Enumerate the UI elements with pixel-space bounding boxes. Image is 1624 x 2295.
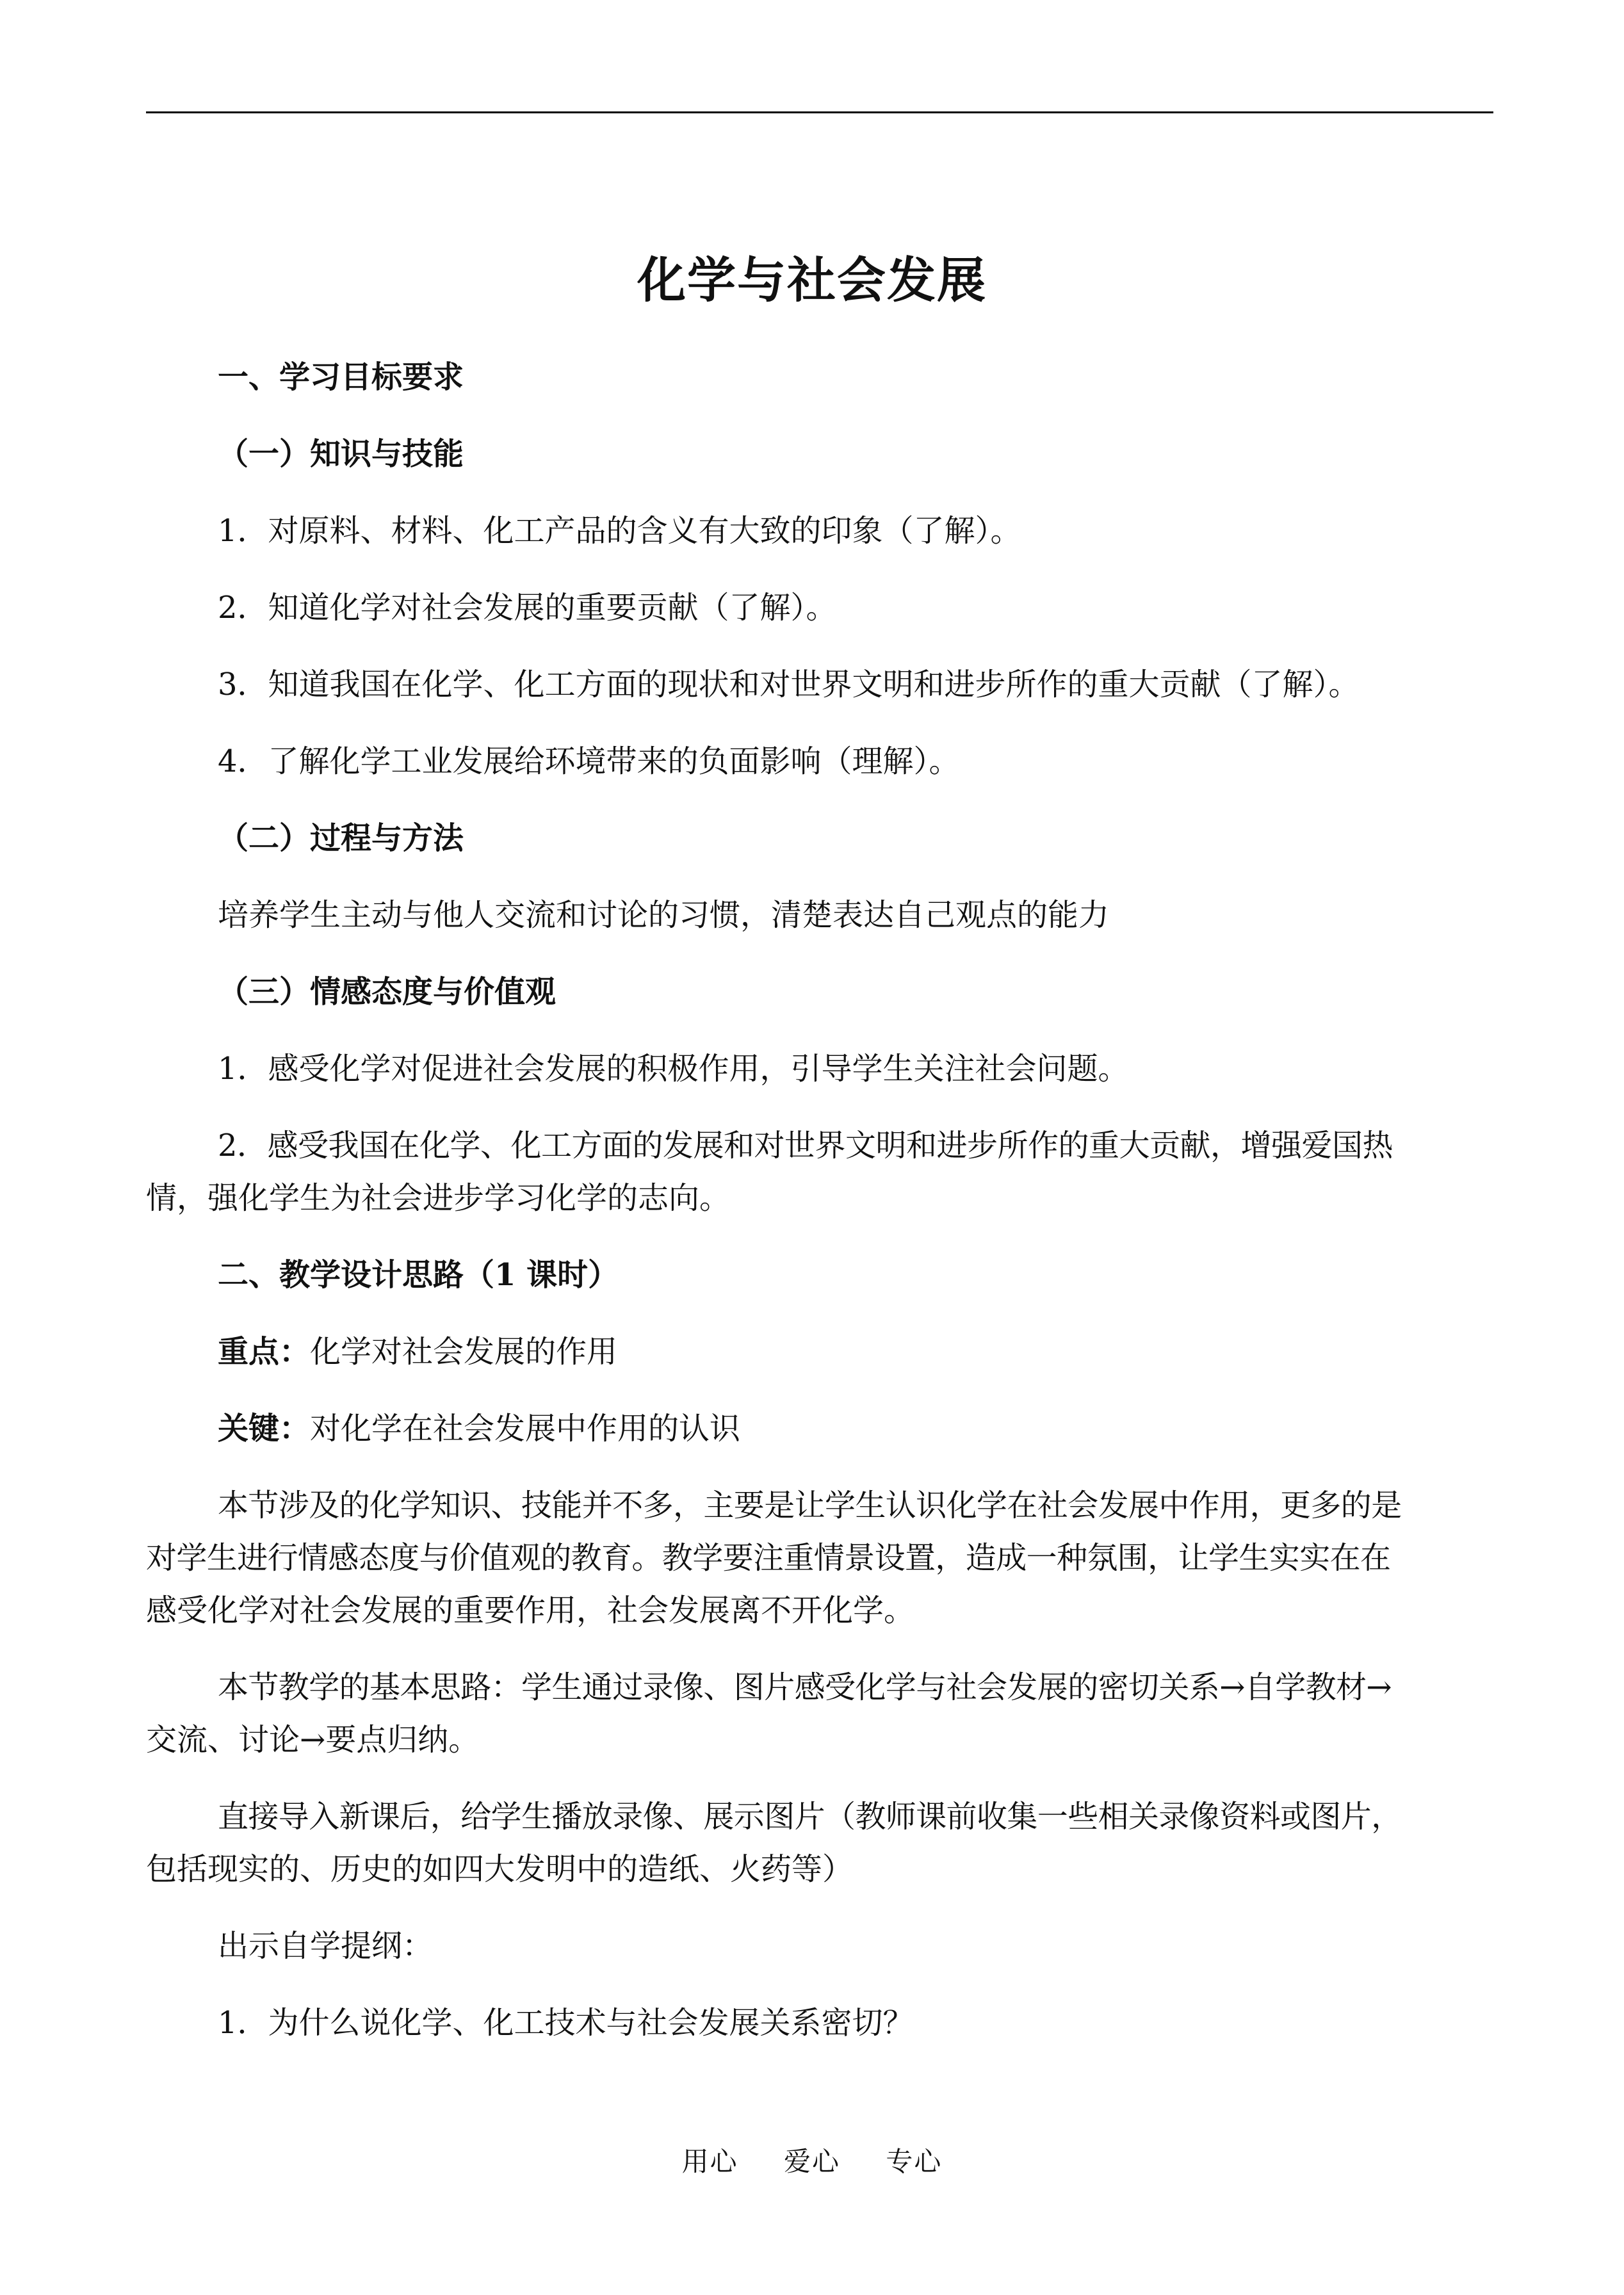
paragraph-3-line2: 包括现实的、历史的如四大发明中的造纸、火药等） [146, 1851, 854, 1887]
page-footer [0, 2144, 1624, 2180]
paragraph-1-line3: 感受化学对社会发展的重要作用，社会发展离不开化学。 [146, 1593, 915, 1628]
process-text: 培养学生主动与他人交流和讨论的习惯，清楚表达自己观点的能力 [218, 897, 1110, 933]
paragraph-1-line1: 本节涉及的化学知识、技能并不多，主要是让学生认识化学在社会发展中作用，更多的是 [218, 1488, 1402, 1523]
attitude-item-2-line2: 情，强化学生为社会进步学习化学的志向。 [146, 1180, 731, 1216]
section-heading-objectives: 一、学习目标要求 [218, 359, 464, 395]
knowledge-item-1: 1．对原料、材料、化工产品的含义有大致的印象（了解）。 [218, 513, 1021, 549]
key-point-text: 化学对社会发展的作用 [310, 1334, 618, 1370]
subheading-knowledge-skills: （一）知识与技能 [218, 436, 464, 472]
outline-question-1: 1．为什么说化学、化工技术与社会发展关系密切？ [218, 2005, 914, 2041]
knowledge-item-3: 3．知道我国在化学、化工方面的现状和对世界文明和进步所作的重大贡献（了解）。 [218, 667, 1360, 702]
section-heading-design: 二、教学设计思路（1 课时） [218, 1257, 619, 1293]
attitude-item-2-line1: 2．感受我国在化学、化工方面的发展和对世界文明和进步所作的重大贡献，增强爱国热 [218, 1128, 1393, 1164]
page-title: 化学与社会发展 [637, 252, 987, 309]
paragraph-3-line1: 直接导入新课后，给学生播放录像、展示图片（教师课前收集一些相关录像资料或图片， [218, 1799, 1402, 1835]
outline-label: 出示自学提纲： [218, 1928, 434, 1964]
subheading-attitude-values: （三）情感态度与价值观 [218, 974, 556, 1010]
footer-word-1: 用心 [681, 2146, 738, 2177]
knowledge-item-4: 4．了解化学工业发展给环境带来的负面影响（理解）。 [218, 743, 960, 779]
crux-point-text: 对化学在社会发展中作用的认识 [310, 1411, 741, 1447]
footer-word-3: 专心 [886, 2146, 943, 2177]
subheading-process-method: （二）过程与方法 [218, 820, 464, 856]
header-rule [146, 111, 1493, 113]
attitude-item-1: 1．感受化学对促进社会发展的积极作用，引导学生关注社会问题。 [218, 1051, 1129, 1087]
key-point-label: 重点： [218, 1334, 311, 1370]
key-point [218, 1331, 1492, 1373]
footer-word-2: 爱心 [783, 2146, 840, 2177]
knowledge-item-2: 2．知道化学对社会发展的重要贡献（了解）。 [218, 590, 837, 626]
crux-point [218, 1407, 1492, 1450]
paragraph-2-line2: 交流、讨论→要点归纳。 [146, 1722, 480, 1758]
crux-point-label: 关键： [218, 1411, 311, 1447]
paragraph-2-line1: 本节教学的基本思路：学生通过录像、图片感受化学与社会发展的密切关系→自学教材→ [218, 1669, 1392, 1705]
paragraph-1-line2: 对学生进行情感态度与价值观的教育。教学要注重情景设置，造成一种氛围，让学生实实在在 [146, 1540, 1391, 1576]
